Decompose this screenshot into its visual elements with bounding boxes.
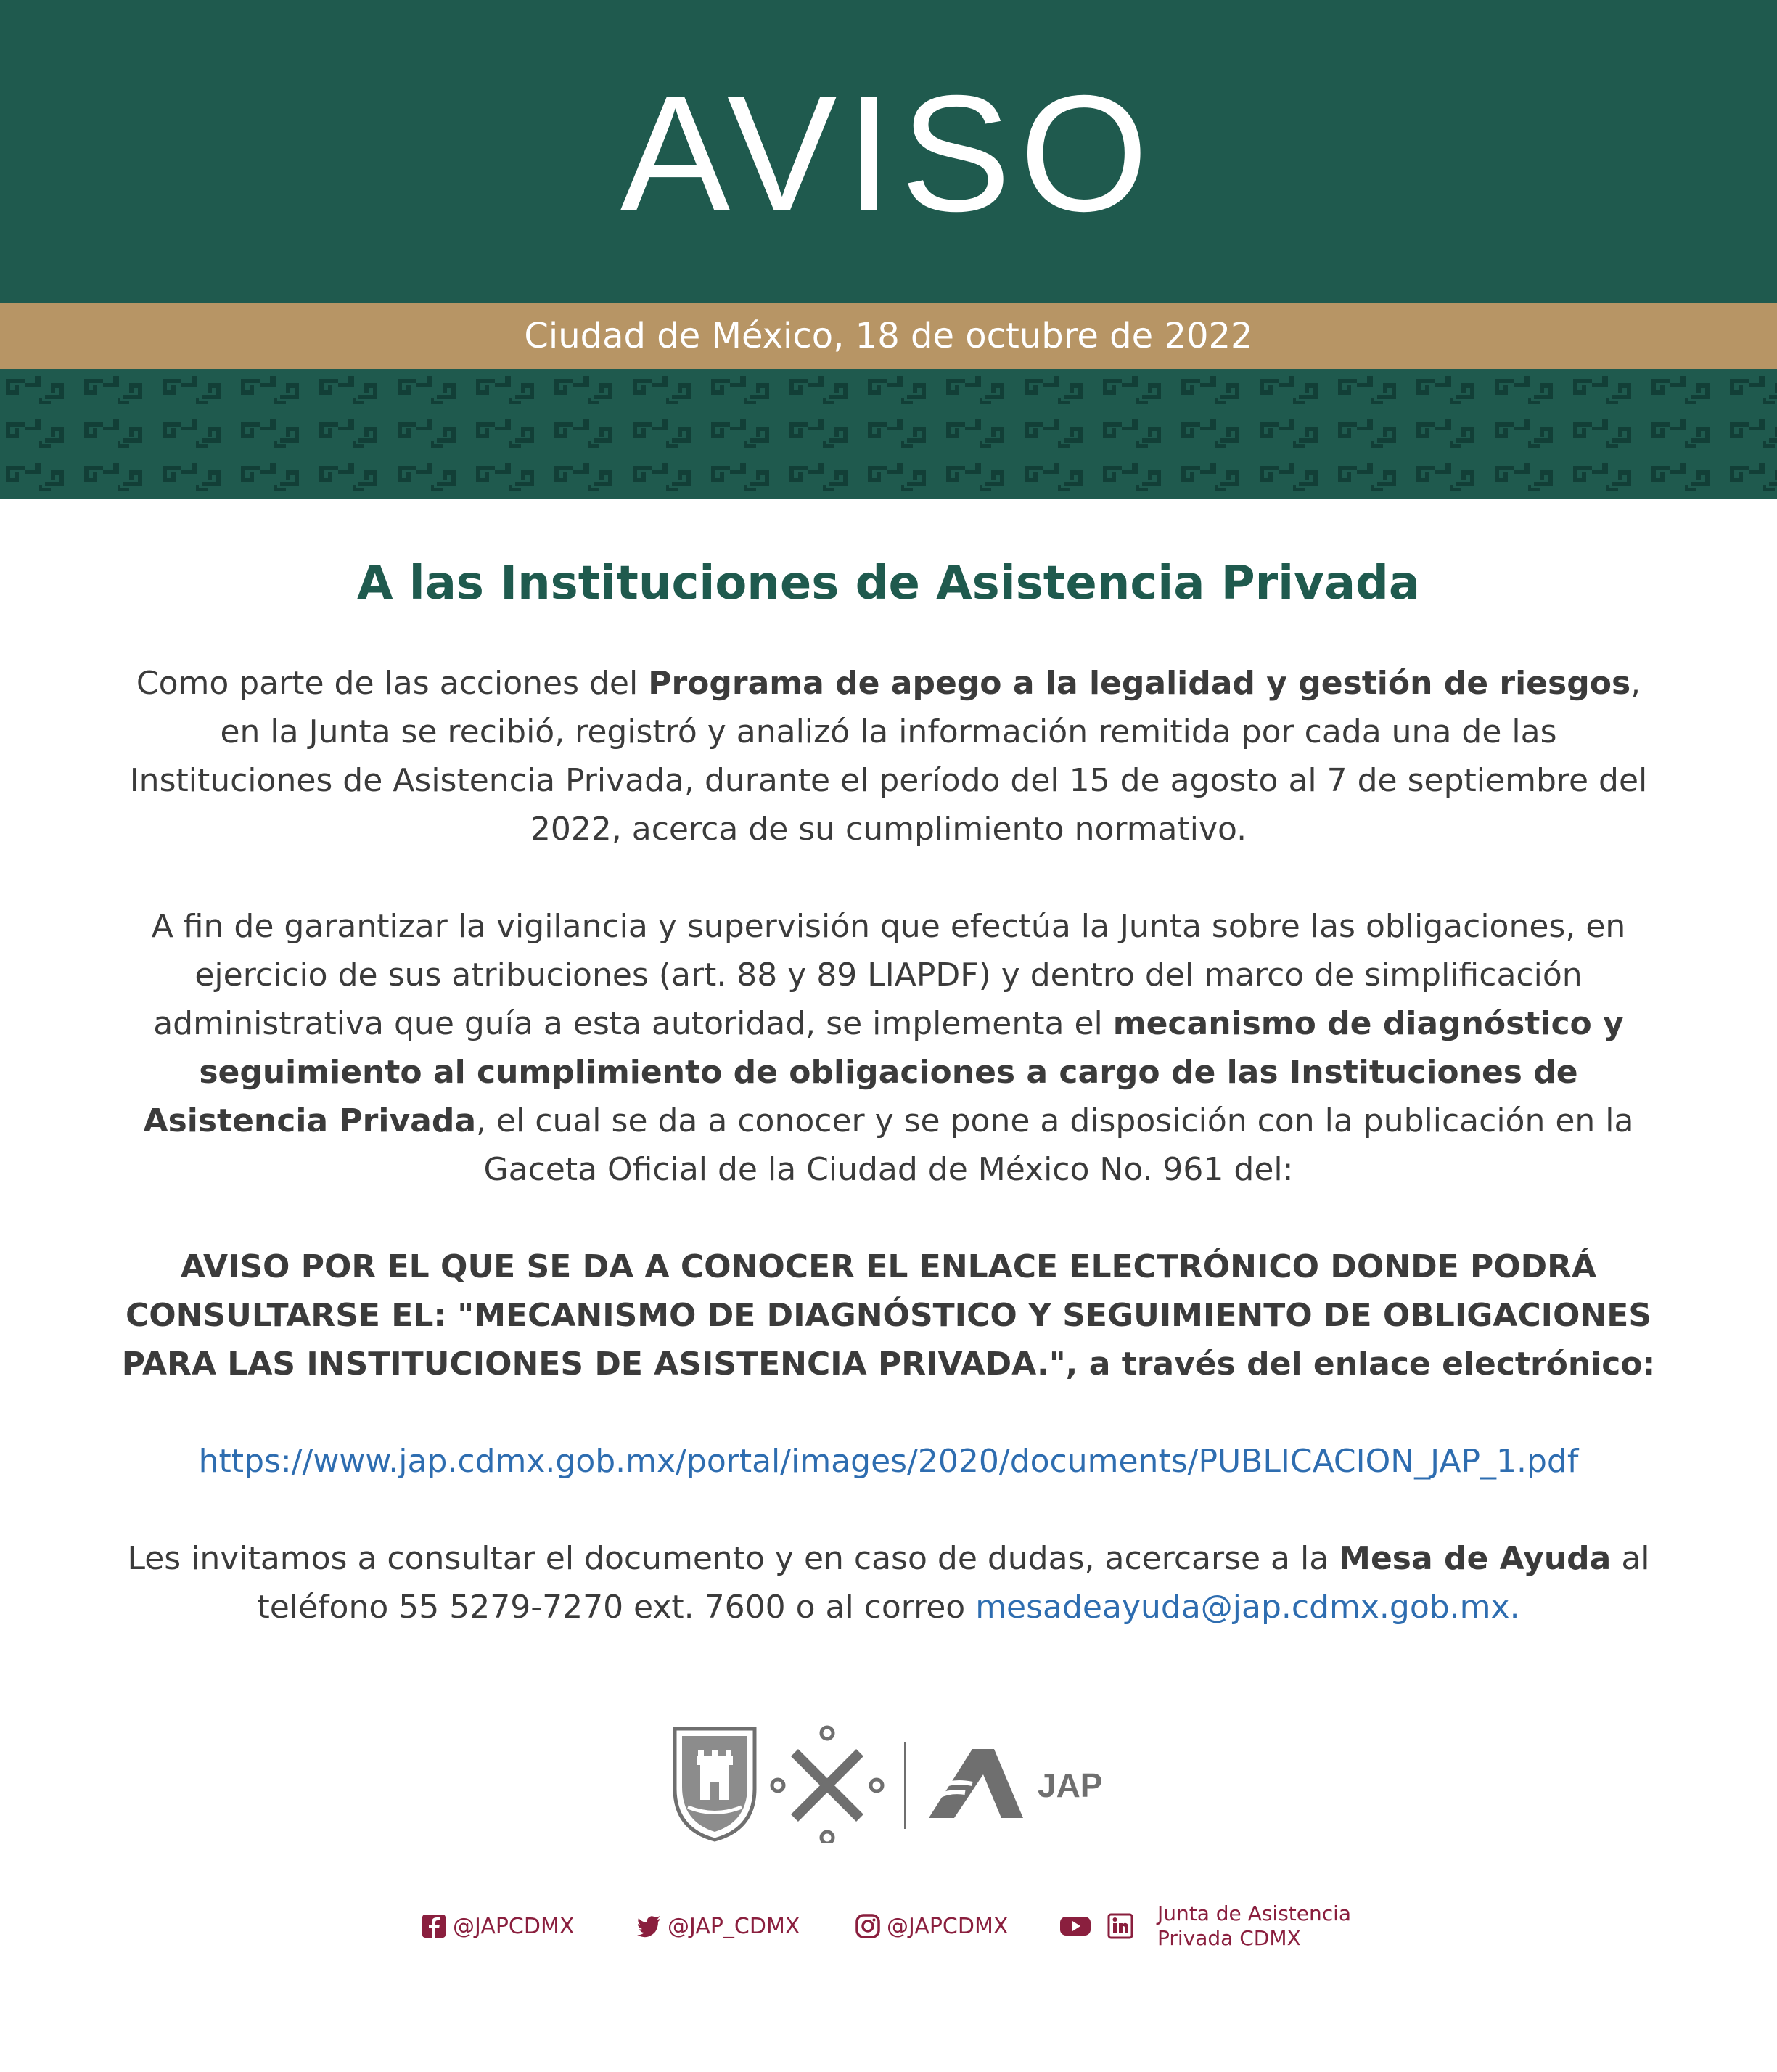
notice-body [116,552,1661,1631]
date-band [0,303,1777,369]
paragraph-text: , en la Junta se recibió, registró y analizó la información remitida por cada una de las Instituciones de Asistencia Privada, durante el período del 15 de agosto al 7 de septiembre del 2022, acerca de su cumplimiento normativo. [129,665,1648,848]
twitter-link[interactable] [636,1897,800,1955]
jap-logo-text: JAP [1038,1766,1103,1804]
paragraph-text: A fin de garantizar la vigilancia y supervisión que efectúa la Junta sobre las obligaciones, en ejercicio de sus atribuciones (art. 88 y 89 LIAPDF) y dentro del marco de simplificación administrativa que guía a esta autoridad, se implementa el [151,908,1626,1042]
notice-subtitle: A las Instituciones de Asistencia Privada [356,557,1421,610]
jap-footer-name [1157,1901,1351,1951]
facebook-handle: @JAPCDMX [453,1913,575,1939]
paragraph-text: , el cual se da a conocer y se pone a disposición con la publicación en la Gaceta Oficial de la Ciudad de México No. 961 del: [476,1102,1634,1188]
cdmx-shield-logo [675,1729,755,1840]
linkedin-icon [1107,1913,1133,1939]
paragraph-text: al teléfono 55 5279-7270 ext. 7600 o al correo [257,1540,1650,1626]
paragraph-gazette-notice: AVISO POR EL QUE SE DA A CONOCER EL ENLACE ELECTRÓNICO DONDE PODRÁ CONSULTARSE EL: "MECANISMO DE DIAGNÓSTICO Y SEGUIMIENTO DE OBLIGACIONES PARA LAS INSTITUCIONES DE ASISTENCIA PRIVADA.", a través del enlace electrónico: [121,1248,1656,1383]
help-desk-email-link[interactable]: mesadeayuda@jap.cdmx.gob.mx. [975,1589,1520,1626]
paragraph-program [116,659,1661,853]
jap-logo [927,1749,1102,1818]
paragraph-mechanism [116,902,1661,1194]
youtube-icon [1059,1913,1091,1939]
logo-divider [904,1742,906,1829]
help-desk-name: Mesa de Ayuda [1339,1540,1612,1577]
instagram-icon [855,1913,881,1939]
org-name-line2: Privada CDMX [1157,1926,1301,1950]
decorative-fret-pattern [0,369,1777,499]
mechanism-name: mecanismo de diagnóstico y seguimiento al cumplimiento de obligaciones a cargo de las Instituciones de Asistencia Privada [143,1005,1624,1139]
page-title: AVISO [620,62,1157,246]
header-banner [0,0,1777,303]
instagram-link[interactable] [855,1897,1008,1955]
instagram-handle: @JAPCDMX [887,1913,1009,1939]
cdmx-x-logo [772,1727,882,1843]
twitter-handle: @JAP_CDMX [668,1913,800,1939]
facebook-link[interactable] [421,1897,574,1955]
institutional-logos [653,1720,1161,1843]
publication-link[interactable]: https://www.jap.cdmx.gob.mx/portal/images/2020/documents/PUBLICACION_JAP_1.pdf [198,1443,1579,1480]
twitter-icon [636,1913,662,1939]
linkedin-link[interactable] [1107,1897,1139,1955]
facebook-icon [421,1913,447,1939]
org-name-line1: Junta de Asistencia [1157,1901,1352,1925]
date-text: Ciudad de México, 18 de octubre de 2022 [524,316,1253,356]
youtube-link[interactable] [1059,1897,1097,1955]
paragraph-help [116,1534,1661,1631]
paragraph-text: Como parte de las acciones del [136,665,649,702]
social-footer [406,1897,1422,1955]
program-name: Programa de apego a la legalidad y gestión de riesgos [648,665,1631,702]
paragraph-url [116,1437,1661,1486]
paragraph-text: Les invitamos a consultar el documento y en caso de dudas, acercarse a la [127,1540,1339,1577]
